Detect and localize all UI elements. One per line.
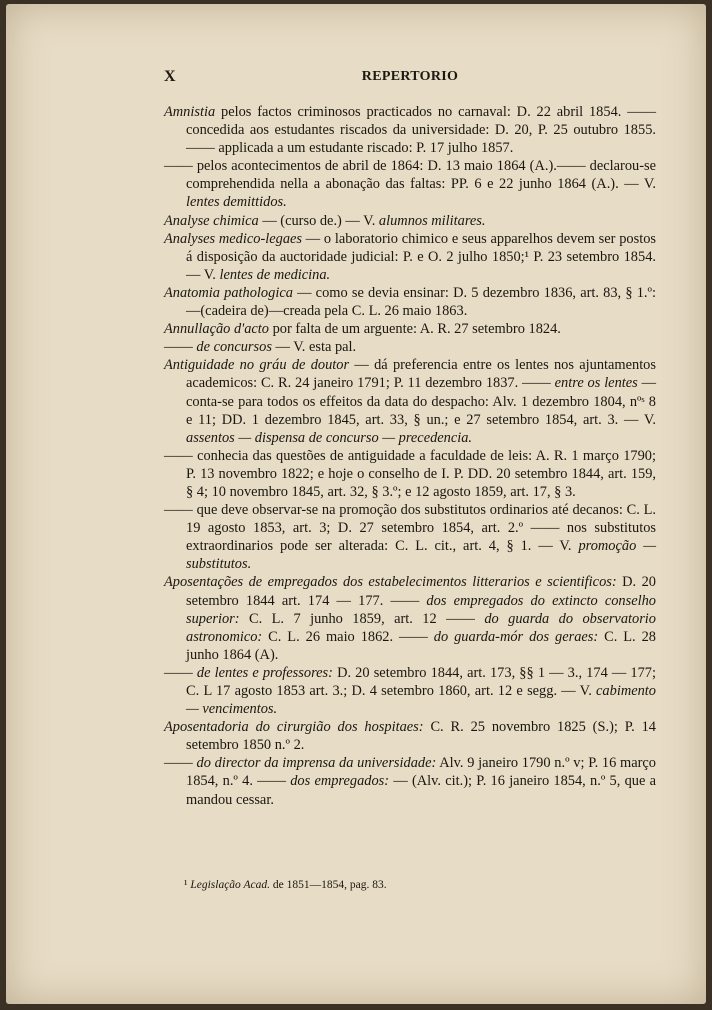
page-title: REPERTORIO [361,69,459,84]
entry-list [164,103,656,809]
index-entry: —— de concursos — V. esta pal. [164,339,357,356]
index-entry: Anatomia pathologica — como se devia ensinar: D. 5 dezembro 1836, art. 83, § 1.º:—(cadeira de)—creada pela C. L. 26 maio 1863. [164,284,656,320]
footnote [184,879,644,891]
index-entry: Amnistia pelos factos criminosos practicados no carnaval: D. 22 abril 1854. —— concedida aos estudantes riscados da universidade: D. 20, P. 25 outubro 1855. —— applicada a um estudante riscado: P. 17 julho 1857. [164,104,656,157]
footnote-source: Legislação Acad. [190,879,270,891]
page-number: X [164,68,176,85]
index-entry: Annullação d'acto por falta de um arguente: A. R. 27 setembro 1824. [164,321,561,338]
index-entry: —— que deve observar-se na promoção dos substitutos ordinarios até decanos: C. L. 19 agosto 1853, art. 3; D. 27 setembro 1854, art. 2.º —— nos substitutos extraordinarios pode ser alterada: C. L. cit., art. 4, § 1. — V. promoção — substitutos. [164,502,656,573]
footnote-text: de 1851—1854, pag. 83. [269,879,387,891]
book-page [6,4,706,1004]
index-entry: Analyse chimica — (curso de.) — V. alumnos militares. [164,212,486,229]
index-entry: Aposentadoria do cirurgião dos hospitaes: C. R. 25 novembro 1825 (S.); P. 14 setembro 1850 n.º 2. [164,719,656,754]
index-entry: Aposentações de empregados dos estabelecimentos litterarios e scientificos: D. 20 setembro 1844 art. 174 — 177. —— dos empregados do extincto conselho superior: C. L. 7 junho 1859, art. 12 —— do guarda do observatorio astronomico: C. L. 26 maio 1862. —— do guarda-mór dos geraes: C. L. 28 junho 1864 (A). [164,574,657,663]
index-entry: —— pelos acontecimentos de abril de 1864: D. 13 maio 1864 (A.).—— declarou-se comprehendida nella a abonação das faltas: PP. 6 e 22 junho 1864 (A.). — V. lentes demittidos. [164,158,656,211]
running-header [164,68,656,88]
index-entry: —— do director da imprensa da universidade: Alv. 9 janeiro 1790 n.º v; P. 16 março 1854, n.º 4. —— dos empregados: — (Alv. cit.); P. 16 janeiro 1854, n.º 5, que a mandou cessar. [164,755,656,808]
index-entry: Analyses medico-legaes — o laboratorio chimico e seus apparelhos devem ser postos á disposição da auctoridade judicial: P. e O. 2 julho 1850;¹ P. 23 setembro 1854. — V. lentes de medicina. [164,230,656,283]
footnote-marker: ¹ [184,879,188,891]
index-entry: —— de lentes e professores: D. 20 setembro 1844, art. 173, §§ 1 — 3., 174 — 177; C. L 17 agosto 1853 art. 3.; D. 4 setembro 1860, art. 12 e segg. — V. cabimento — vencimentos. [164,664,656,718]
index-entry: —— conhecia das questões de antiguidade a faculdade de leis: A. R. 1 março 1790; P. 13 novembro 1822; e hoje o conselho de I. P. DD. 20 setembro 1844, art. 159, § 4; 10 novembro 1845, art. 32, § 3.º; e 12 agosto 1859, art. 17, § 3. [164,447,656,500]
index-entry: Antiguidade no gráu de doutor — dá preferencia entre os lentes nos ajuntamentos academicos: C. R. 24 janeiro 1791; P. 11 dezembro 1837. —— entre os lentes — conta-se para todos os effeitos da data do despacho: Alv. 1 dezembro 1804, nºˢ 8 e 11; DD. 1 dezembro 1845, art. 33, § un.; e 27 setembro 1854, art. 3. — V. assentos — dispensa de concurso — precedencia. [164,357,656,446]
